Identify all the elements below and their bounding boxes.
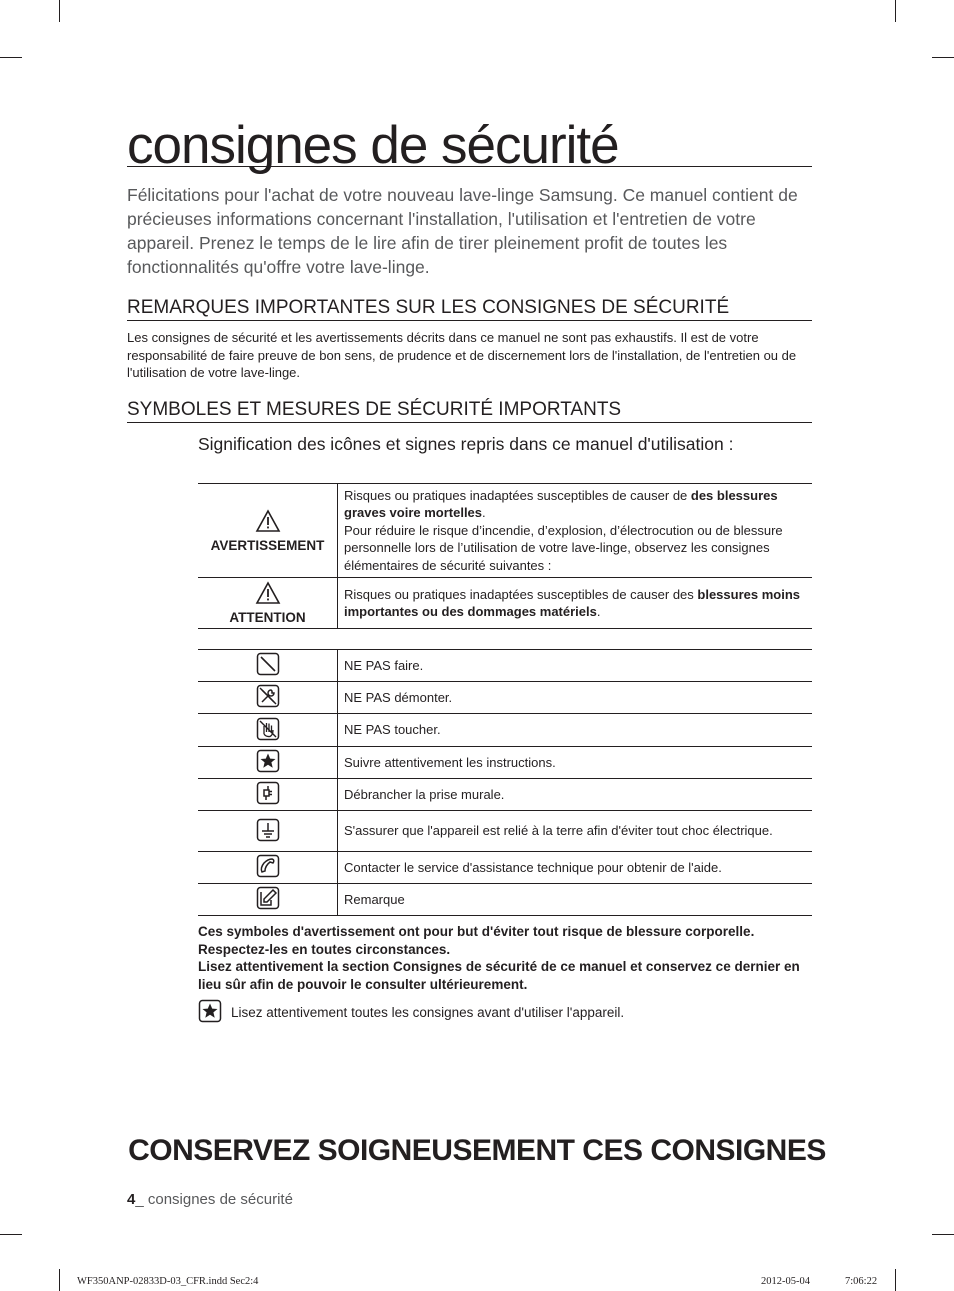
warning-label: AVERTISSEMENT xyxy=(210,537,325,553)
crop-mark xyxy=(895,1269,896,1291)
warning-triangle-icon xyxy=(255,509,281,536)
read-instructions-note xyxy=(198,999,624,1026)
caution-text-end: . xyxy=(596,604,601,619)
caution-text: Risques ou pratiques inadaptées susceptibles de causer des xyxy=(344,586,698,602)
keep-instructions-banner: CONSERVEZ SOIGNEUSEMENT CES CONSIGNES xyxy=(128,1134,826,1167)
warning-text-extra: Pour réduire le risque d’incendie, d’explosion, d’électrocution ou de blessure personnelle lors de l’utilisation de votre lave-linge, observez les consignes élémentaires de sécurité suivantes : xyxy=(344,522,783,573)
symbol-icon-cell xyxy=(198,650,338,682)
crop-mark xyxy=(0,57,22,58)
crop-mark xyxy=(932,57,954,58)
remarks-paragraph: Les consignes de sécurité et les avertissements décrits dans ce manuel ne sont pas exhaustifs. Il est de votre responsabilité de faire preuve de bon sens, de prudence et de discernement lors de l'installation, de l'entretien ou de l'utilisation de votre lave-linge. xyxy=(127,330,797,380)
warning-text-end: . xyxy=(482,505,486,521)
caution-text-bold: blessures moins importantes ou des dommages matériels xyxy=(344,586,800,619)
page-footer xyxy=(127,1191,293,1208)
symbol-text: Suivre attentivement les instructions. xyxy=(338,747,813,779)
ground-icon xyxy=(256,818,280,845)
symbol-text: Contacter le service d'assistance technique pour obtenir de l'aide. xyxy=(338,852,813,884)
no-disassembly-icon xyxy=(256,684,280,711)
symbol-icon-cell xyxy=(198,811,338,852)
warning-text-cell xyxy=(338,484,813,578)
table-row xyxy=(198,884,812,916)
table-row xyxy=(198,650,812,682)
intro-paragraph: Félicitations pour l'achat de votre nouveau lave-linge Samsung. Ce manuel contient de précieuses informations concernant l'installation, l'utilisation et l'entretien de votre appareil. Prenez le temps de le lire afin de tirer pleinement profit de toutes les fonctionnalités qu'offre votre lave-linge. xyxy=(127,185,798,277)
prohibited-icon xyxy=(256,652,280,679)
table-row xyxy=(198,747,812,779)
table-row xyxy=(198,714,812,747)
read-note-text: Lisez attentivement toutes les consignes avant d'utiliser l'appareil. xyxy=(231,1005,625,1020)
table-row xyxy=(198,811,812,852)
footnote-line: Ces symboles d'avertissement ont pour but d'éviter tout risque de blessure corporelle. Respectez-les en toutes circonstances. xyxy=(198,924,755,957)
warning-table xyxy=(198,483,812,629)
symbol-icon-cell xyxy=(198,747,338,779)
caution-text-cell xyxy=(338,578,813,629)
symbols-footnote xyxy=(198,923,808,993)
follow-instructions-icon xyxy=(198,999,222,1026)
symbol-icon-cell xyxy=(198,779,338,811)
crop-mark xyxy=(59,0,60,22)
table-row xyxy=(198,578,812,629)
slug-date: 2012-05-04 xyxy=(761,1276,810,1287)
page-number: 4 xyxy=(127,1191,136,1208)
section-heading-symbols: SYMBOLES ET MESURES DE SÉCURITÉ IMPORTANTS xyxy=(127,399,812,423)
caution-label-cell xyxy=(198,578,338,629)
symbol-text: NE PAS toucher. xyxy=(338,714,813,747)
symbol-text: S'assurer que l'appareil est relié à la terre afin d'éviter tout choc électrique. xyxy=(338,811,813,852)
caution-label: ATTENTION xyxy=(229,610,306,625)
follow-instructions-icon xyxy=(256,749,280,776)
footnote-line: Lisez attentivement la section Consignes de sécurité de ce manuel et conservez ce dernier en lieu sûr afin de pouvoir le consulter ultérieurement. xyxy=(198,959,800,992)
page-title-text: consignes de sécurité xyxy=(127,116,619,175)
symbol-text: NE PAS démonter. xyxy=(338,682,813,714)
unplug-icon xyxy=(256,781,280,808)
symbols-table xyxy=(198,649,812,916)
page-footer-label: _ consignes de sécurité xyxy=(135,1191,293,1208)
page-title xyxy=(127,108,812,175)
slug-filename: WF350ANP-02833D-03_CFR.indd Sec2:4 xyxy=(77,1276,259,1287)
crop-mark xyxy=(932,1234,954,1235)
crop-mark xyxy=(59,1269,60,1291)
warning-label-cell xyxy=(198,484,338,578)
slug-time: 7:06:22 xyxy=(845,1276,878,1287)
warning-triangle-icon xyxy=(255,581,281,608)
warning-text: Risques ou pratiques inadaptées susceptibles de causer de xyxy=(344,487,691,503)
crop-mark xyxy=(0,1234,22,1235)
symbol-text: Débrancher la prise murale. xyxy=(338,779,813,811)
symbol-icon-cell xyxy=(198,884,338,916)
crop-mark xyxy=(895,0,896,22)
symbol-icon-cell xyxy=(198,714,338,747)
no-touch-icon xyxy=(256,717,280,744)
table-row xyxy=(198,682,812,714)
phone-service-icon xyxy=(256,854,280,881)
symbol-text: Remarque xyxy=(338,884,813,916)
symbols-subheading: Signification des icônes et signes repris dans ce manuel d'utilisation : xyxy=(198,434,734,454)
warning-text-bold: des blessures graves voire mortelles xyxy=(344,487,778,521)
symbol-icon-cell xyxy=(198,682,338,714)
symbol-icon-cell xyxy=(198,852,338,884)
table-row xyxy=(198,779,812,811)
symbol-text: NE PAS faire. xyxy=(338,650,813,682)
section-heading-remarks: REMARQUES IMPORTANTES SUR LES CONSIGNES DE SÉCURITÉ xyxy=(127,297,812,321)
note-icon xyxy=(256,886,280,913)
table-row xyxy=(198,852,812,884)
table-row xyxy=(198,484,812,578)
